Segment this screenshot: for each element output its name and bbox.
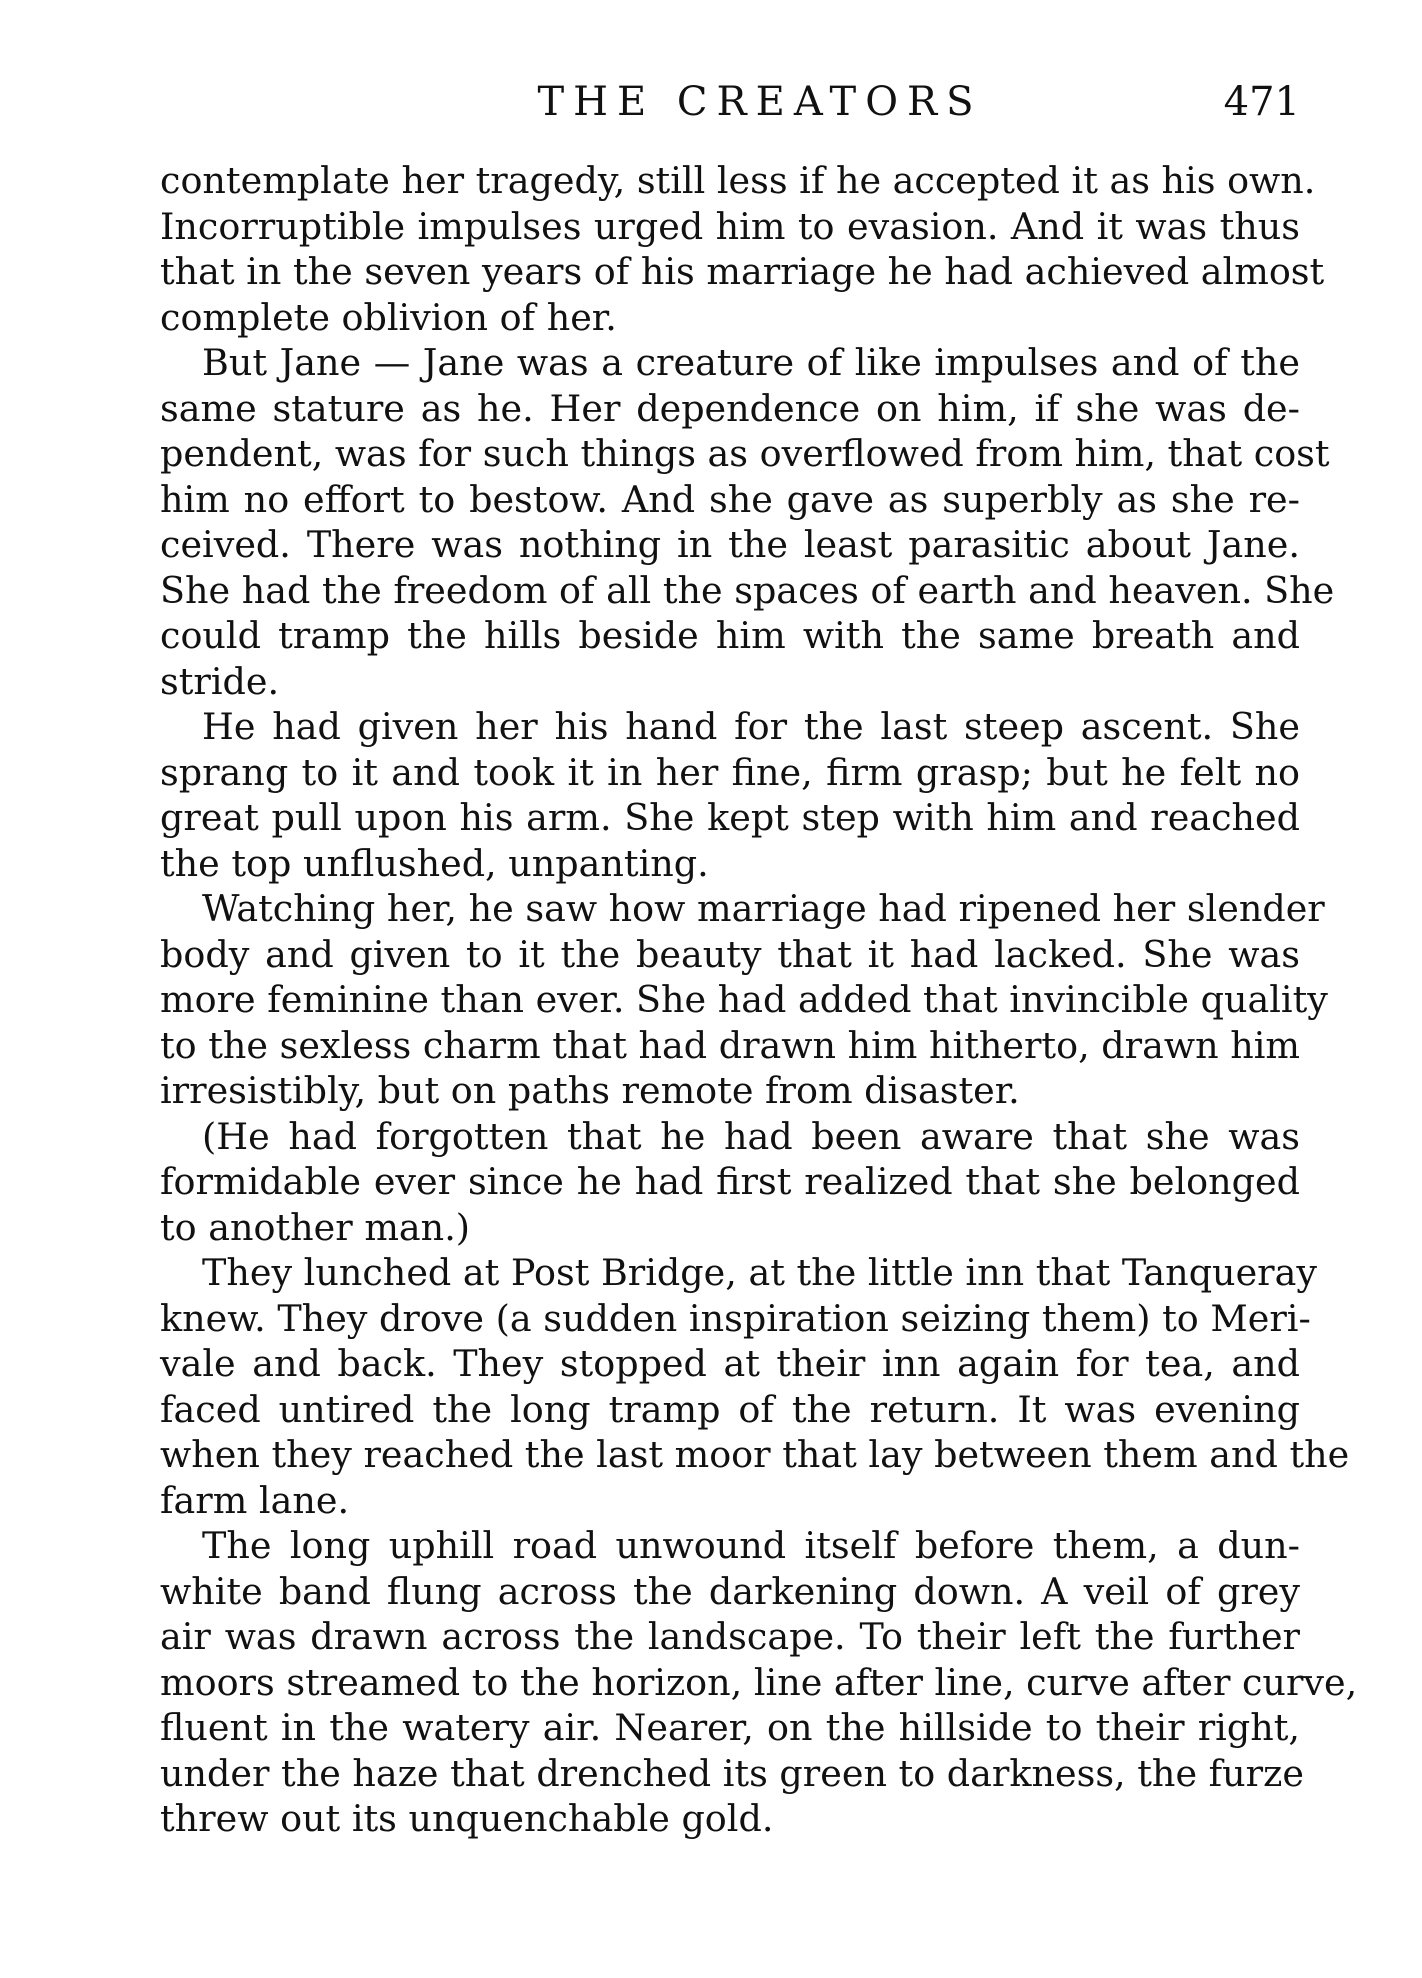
text-line: formidable ever since he had first realized that she belonged [160,1160,1300,1203]
text-line: knew. They drove (a sudden inspiration seizing them) to Meri- [160,1296,1311,1340]
text-line: the top unflushed, unpanting. [160,841,709,885]
text-line: vale and back. They stopped at their inn again for tea, and [160,1342,1300,1385]
text-line: great pull upon his arm. She kept step with him and reached [160,796,1300,839]
paragraph [160,704,1300,886]
text-line: same stature as he. Her dependence on him, if she was de- [160,386,1300,430]
text-line: She had the freedom of all the spaces of earth and heaven. She [160,568,1335,612]
text-line: (He had forgotten that he had been aware that she was [202,1114,1300,1158]
running-head [160,74,1300,130]
text-line: that in the seven years of his marriage he had achieved almost [160,250,1325,293]
body-text [160,158,1358,1842]
text-line: sprang to it and took it in her fine, firm grasp; but he felt no [160,750,1300,794]
text-line: contemplate her tragedy, still less if he accepted it as his own. [160,159,1316,202]
paragraph [160,340,1335,704]
text-line: fluent in the watery air. Nearer, on the hillside to their right, [160,1706,1300,1749]
paragraph [160,158,1325,340]
text-line: body and given to it the beauty that it had lacked. She was [160,932,1300,976]
text-line: farm lane. [160,1478,350,1522]
text-line: him no effort to bestow. And she gave as superbly as she re- [160,477,1300,521]
paragraph [160,1250,1350,1523]
text-line: more feminine than ever. She had added that invincible quality [160,978,1328,1021]
text-line: to another man.) [160,1205,471,1249]
text-line: pendent, was for such things as overflowed from him, that cost [160,432,1330,475]
running-title: THE CREATORS [537,79,983,125]
paragraph [160,1114,1300,1251]
text-line: threw out its unquenchable gold. [160,1797,774,1840]
text-line: under the haze that drenched its green to darkness, the furze [160,1751,1304,1795]
text-line: faced untired the long tramp of the return. It was evening [160,1387,1300,1431]
text-line: irresistibly, but on paths remote from disaster. [160,1069,1020,1112]
text-line: The long uphill road unwound itself before them, a dun- [202,1524,1300,1567]
paragraph [160,1523,1358,1842]
paragraph [160,886,1328,1114]
text-line: air was drawn across the landscape. To their left the further [160,1615,1300,1658]
text-line: when they reached the last moor that lay between them and the [160,1433,1350,1476]
text-line: Watching her, he saw how marriage had ripened her slender [202,887,1325,930]
page-number: 471 [1223,79,1300,125]
text-line: moors streamed to the horizon, line after line, curve after curve, [160,1660,1358,1704]
text-line: complete oblivion of her. [160,295,617,339]
text-line: white band flung across the darkening down. A veil of grey [160,1569,1300,1613]
text-line: to the sexless charm that had drawn him hitherto, drawn him [160,1023,1300,1067]
text-line: He had given her his hand for the last steep ascent. She [202,705,1300,748]
text-line: But Jane — Jane was a creature of like impulses and of the [202,341,1300,384]
text-line: could tramp the hills beside him with the same breath and [160,614,1300,657]
text-line: They lunched at Post Bridge, at the little inn that Tanqueray [202,1251,1317,1294]
text-line: stride. [160,659,280,703]
text-line: ceived. There was nothing in the least parasitic about Jane. [160,523,1300,566]
text-line: Incorruptible impulses urged him to evasion. And it was thus [160,204,1300,248]
